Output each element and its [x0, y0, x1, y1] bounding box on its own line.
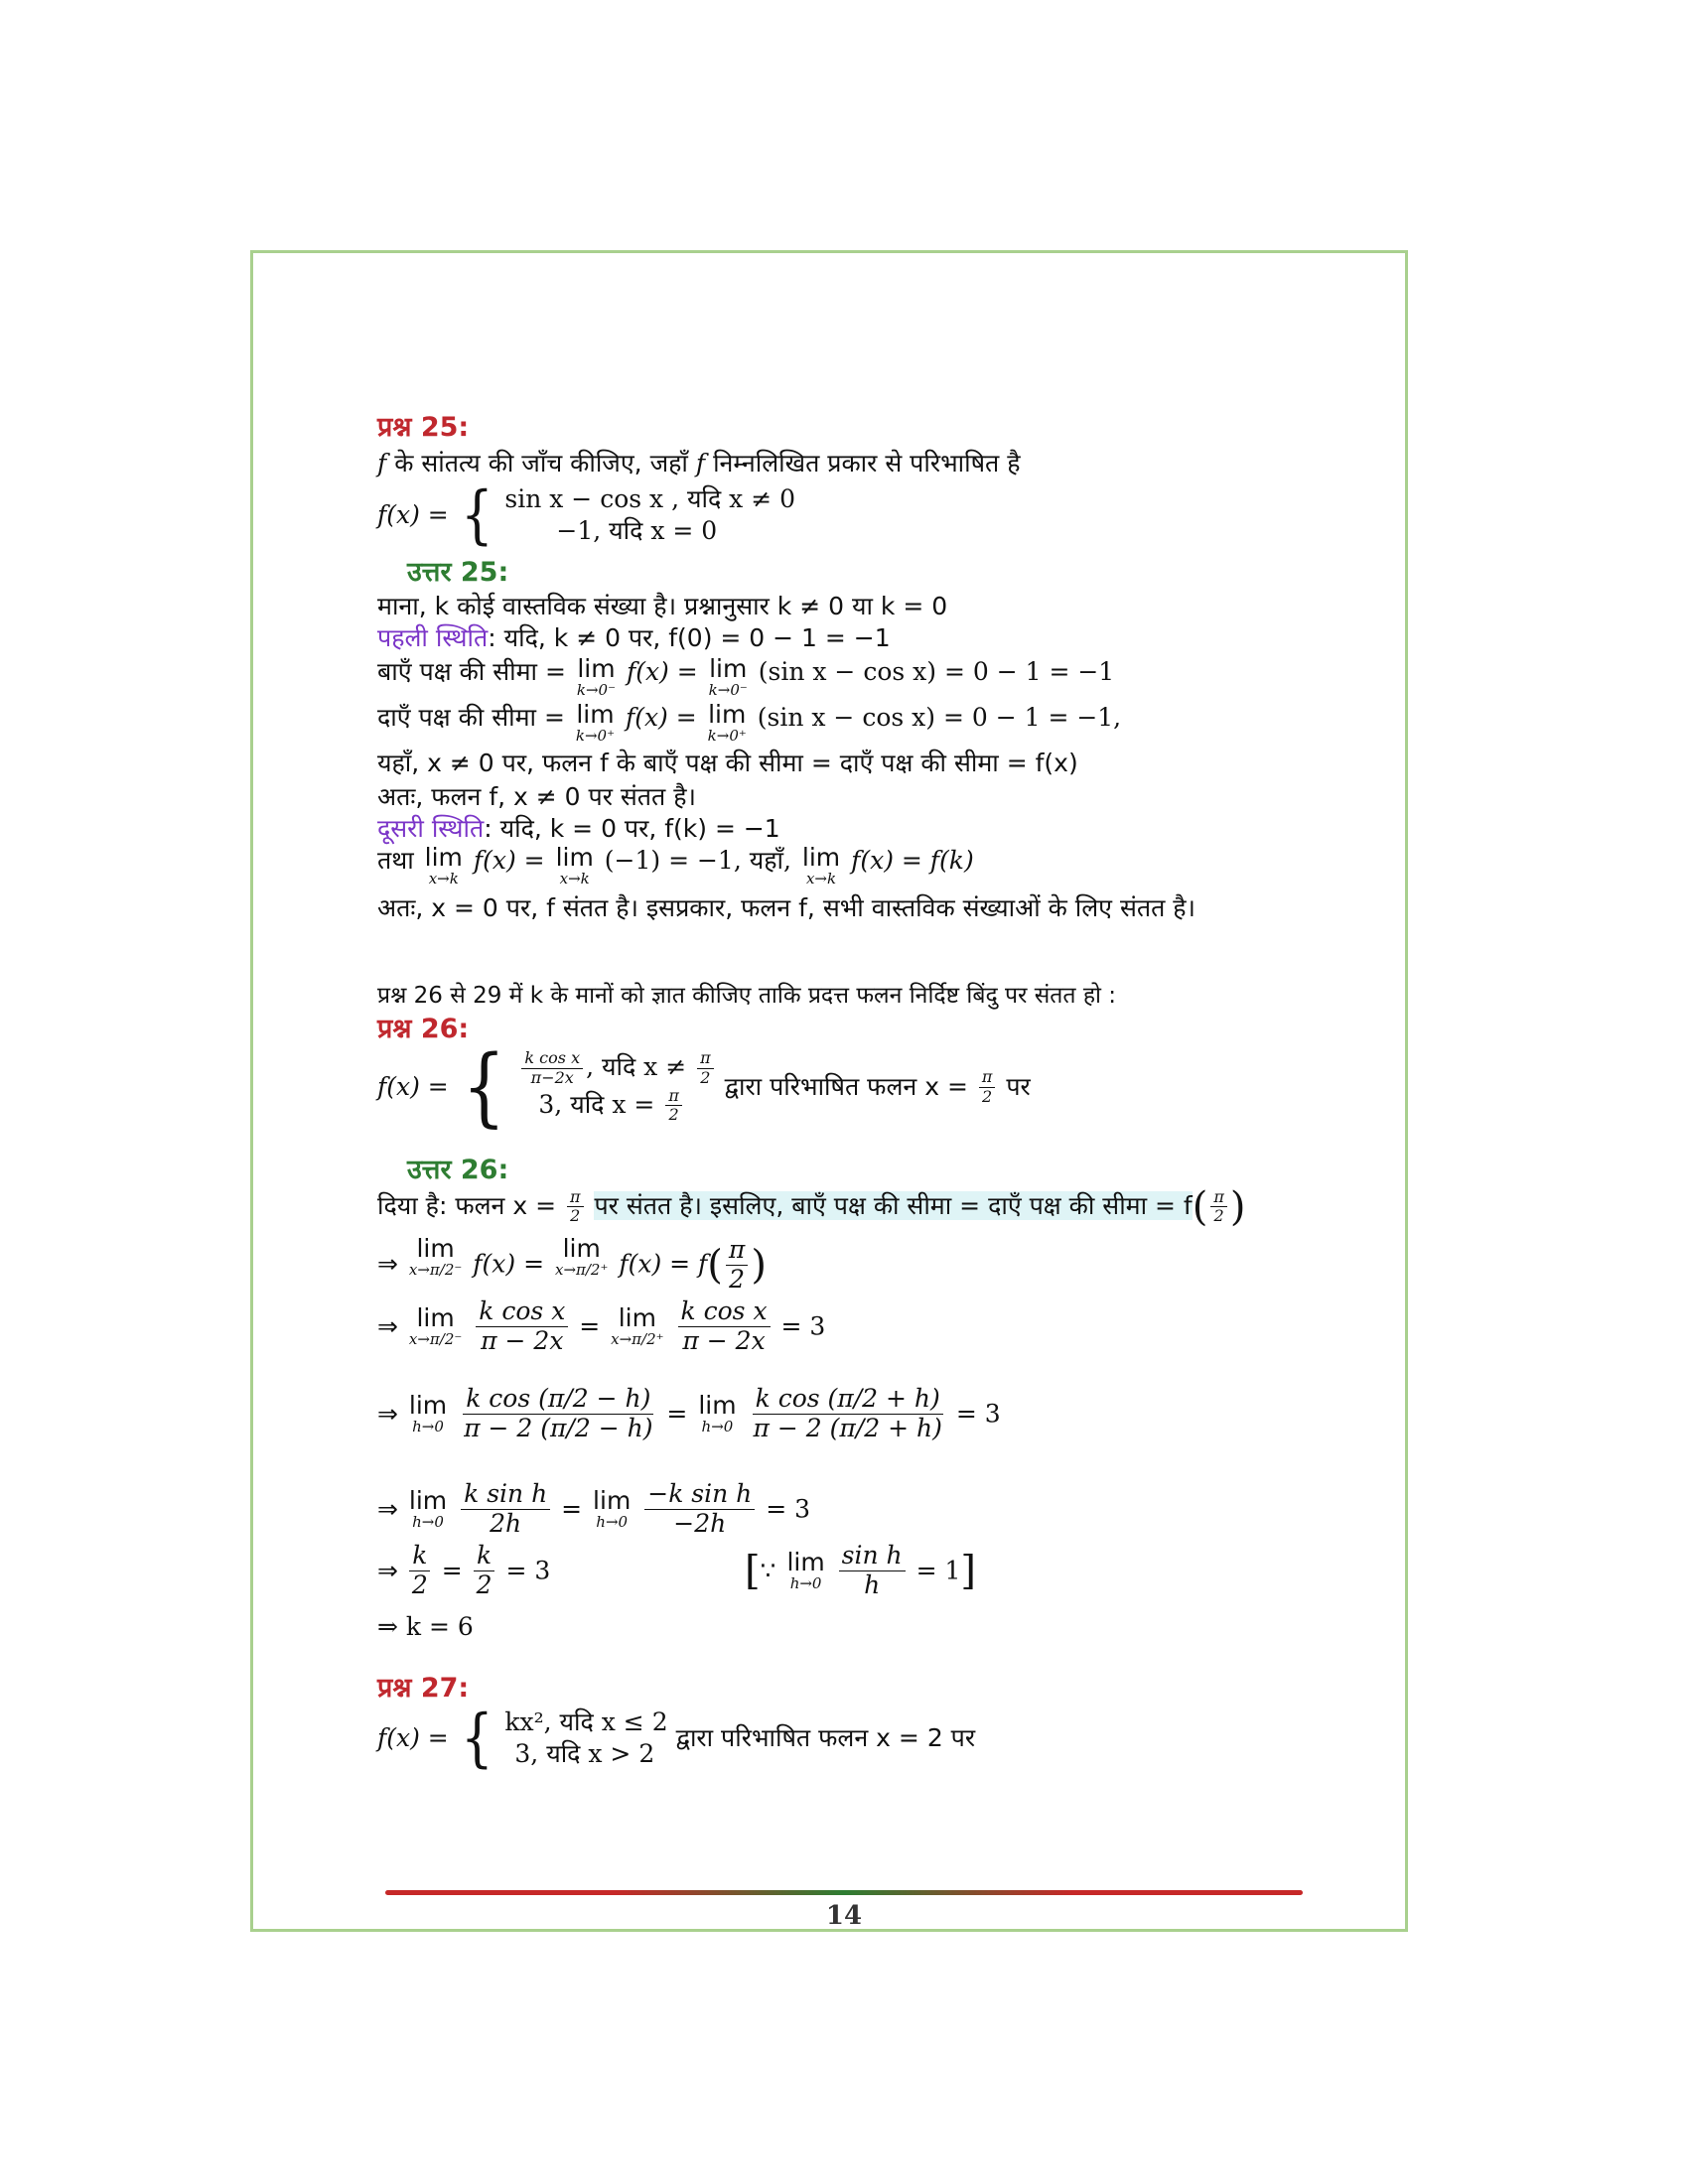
section-intro: प्रश्न 26 से 29 में k के मानों को ज्ञात कीजिए ताकि प्रदत्त फलन निर्दिष्ट बिंदु पर संतत हो : — [377, 983, 1117, 1009]
q27-function-def: f(x) = { kx², यदि x ≤ 2 3, यदि x > 2 द्वारा परिभाषित फलन x = 2 पर — [377, 1702, 976, 1775]
a26-step2: ⇒ lim x→π/2⁻ $\frac{\text{k cos x}}{\pi - 2x}$ = lim x→π/2⁺ $\frac{\text{k cos x}}{\pi - 2x}$ = 3 — [377, 1297, 826, 1355]
a25-right-limit: दाएँ पक्ष की सीमा = lim k→0⁺ f(x) = lim k→0⁺ (sin x − cos x) = 0 − 1 = −1, — [377, 700, 1122, 745]
a25-heading: उत्तर 25: — [407, 557, 509, 588]
q25-function-def: f(x) = { sin x − cos x , यदि x ≠ 0 −1, यदि x = 0 — [377, 478, 796, 552]
q26-heading: प्रश्न 26: — [377, 1014, 470, 1044]
q27-heading: प्रश्न 27: — [377, 1673, 470, 1704]
a25-equality: यहाँ, x ≠ 0 पर, फलन f के बाएँ पक्ष की सीमा = दाएँ पक्ष की सीमा = f(x) — [377, 749, 1078, 777]
page-number: 14 — [825, 1901, 863, 1931]
q25-heading: प्रश्न 25: — [377, 412, 470, 443]
a26-step4: ⇒ lim h→0 $\frac{\text{k sin h}}{2h}$ = lim h→0 $\frac{\text{−k sin h}}{-2h}$ = 3 — [377, 1479, 811, 1538]
a25-hence1: अतः, फलन f, x ≠ 0 पर संतत है। — [377, 782, 696, 811]
a26-step5: ⇒ $\frac{k}{2}$ = $\frac{k}{2}$ = 3 — [377, 1541, 551, 1599]
a25-case2: दूसरी स्थिति: यदि, k = 0 पर, f(k) = −1 — [377, 814, 780, 843]
a25-tatha-line: तथा lim x→k f(x) = lim x→k (−1) = −1, यहाँ, lim x→k f(x) = f(k) — [377, 843, 974, 887]
a26-note: [∵ lim h→0 $\frac{\text{sin h}}{h}$ = 1] — [745, 1541, 977, 1599]
a25-conclusion: अतः, x = 0 पर, f संतत है। इसप्रकार, फलन f, सभी वास्तविक संख्याओं के लिए संतत है। — [377, 893, 1196, 922]
a25-line1: माना, k कोई वास्तविक संख्या है। प्रश्नानुसार k ≠ 0 या k = 0 — [377, 592, 948, 620]
a26-step3: ⇒ lim h→0 $\frac{\text{k cos (π/2 − h)}}{\pi - 2 (\pi/2 - h)}$ = lim h→0 $\frac{\text{k cos (π/2 + h)}}{\pi - 2 (\pi/2 + h)}$ = 3 — [377, 1384, 1001, 1442]
q25-statement: f के सांतत्य की जाँच कीजिए, जहाँ f निम्नलिखित प्रकार से परिभाषित है — [377, 449, 1021, 478]
a26-step1: ⇒ lim x→π/2⁻ f(x) = lim x→π/2⁺ f(x) = f( $\frac{\pi}{2}$ ) — [377, 1234, 767, 1294]
a25-case1: पहली स्थिति: यदि, k ≠ 0 पर, f(0) = 0 − 1 = −1 — [377, 623, 891, 652]
a26-line1: दिया है: फलन x = $\frac{\pi}{2}$ पर संतत है। इसलिए, बाएँ पक्ष की सीमा = दाएँ पक्ष की सीमा = f( $\frac{\pi}{2}$ ) — [377, 1183, 1246, 1230]
footer-divider — [385, 1890, 1303, 1895]
a25-left-limit: बाएँ पक्ष की सीमा = lim k→0⁻ f(x) = lim k→0⁻ (sin x − cos x) = 0 − 1 = −1 — [377, 654, 1115, 699]
a26-heading: उत्तर 26: — [407, 1155, 509, 1185]
q26-function-def: f(x) = { $\frac{\text{k cos x}}{\pi-2x}$ , यदि x ≠ $\frac{\pi}{2}$ 3, यदि x = $\frac{\pi}{2}$ द्वारा परिभाषित फलन x = $\frac{\pi}{2}$ पर — [377, 1037, 1031, 1137]
a26-result: ⇒ k = 6 — [377, 1612, 474, 1641]
